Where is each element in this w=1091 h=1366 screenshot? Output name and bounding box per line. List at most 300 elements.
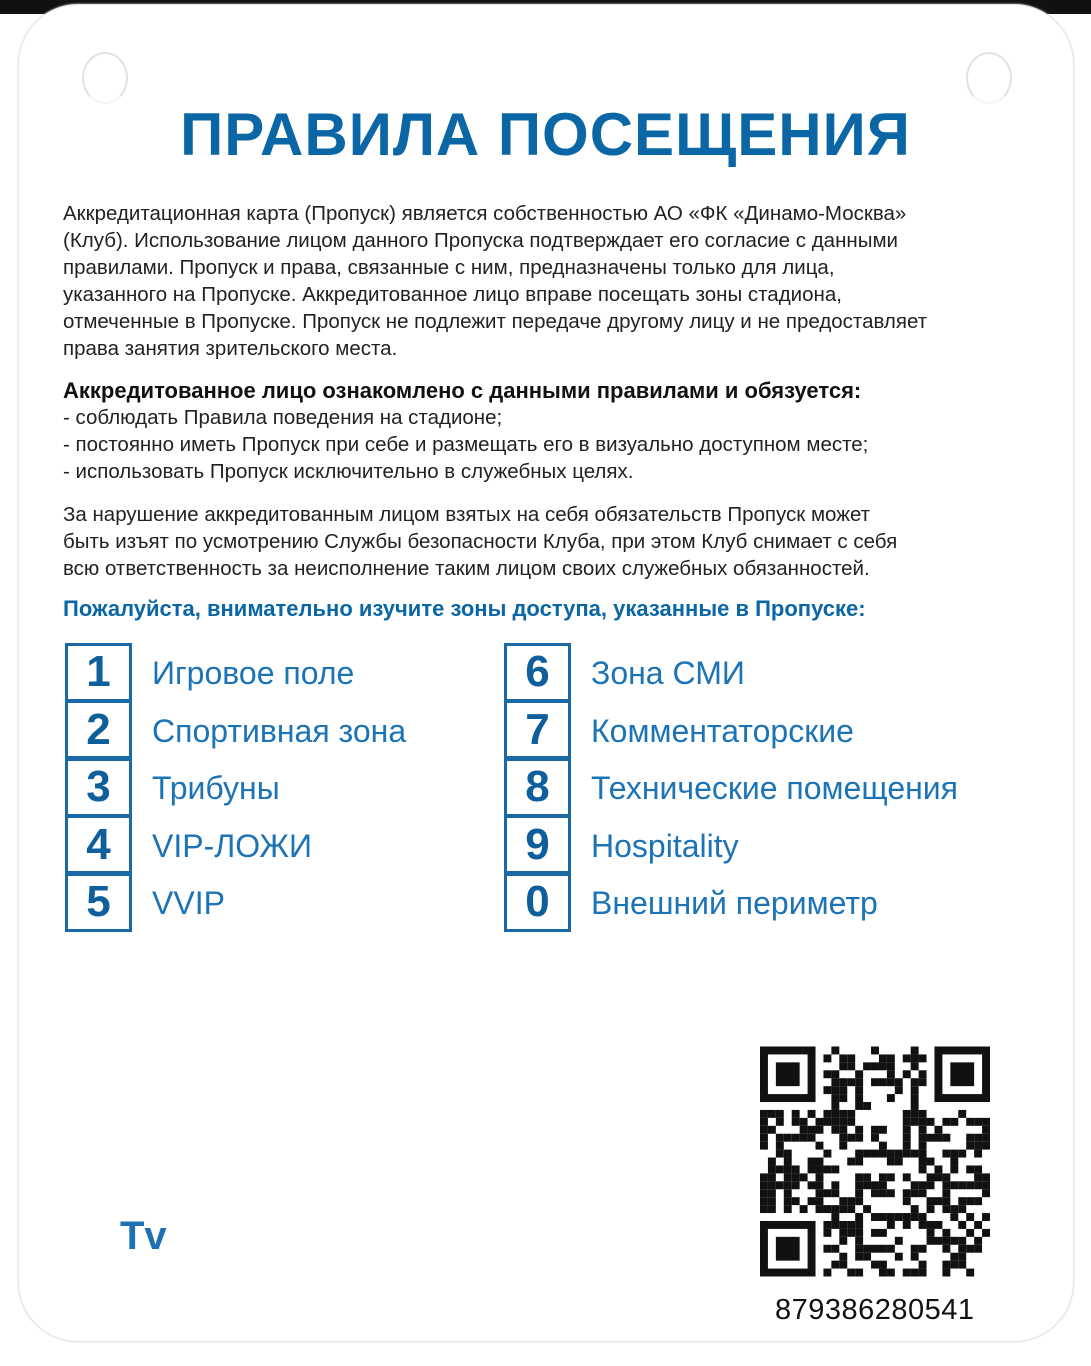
qr-module	[760, 1126, 768, 1134]
qr-module	[903, 1142, 911, 1150]
qr-module	[950, 1213, 958, 1221]
qr-module	[911, 1189, 919, 1197]
zone-number-box: 2	[65, 700, 132, 759]
qr-module	[942, 1229, 950, 1237]
qr-module	[823, 1086, 831, 1094]
qr-module	[816, 1181, 824, 1189]
qr-module	[879, 1229, 887, 1237]
qr-module	[784, 1165, 792, 1173]
zone-number-box: 1	[65, 643, 132, 702]
qr-module	[982, 1142, 990, 1150]
qr-module	[831, 1047, 839, 1055]
qr-module	[831, 1245, 839, 1253]
qr-module	[831, 1165, 839, 1173]
qr-module	[887, 1150, 895, 1158]
qr-module	[966, 1245, 974, 1253]
qr-module	[768, 1158, 776, 1166]
qr-module	[760, 1173, 768, 1181]
qr-module	[958, 1253, 966, 1261]
qr-module	[871, 1181, 879, 1189]
qr-module	[934, 1134, 942, 1142]
qr-module	[887, 1078, 895, 1086]
qr-module	[903, 1197, 911, 1205]
qr-module	[839, 1142, 847, 1150]
qr-module	[863, 1150, 871, 1158]
qr-module	[927, 1118, 935, 1126]
qr-module	[966, 1142, 974, 1150]
qr-module	[871, 1229, 879, 1237]
qr-module	[903, 1126, 911, 1134]
qr-module	[784, 1150, 792, 1158]
qr-module	[839, 1118, 847, 1126]
qr-module	[895, 1237, 903, 1245]
qr-module	[776, 1142, 784, 1150]
qr-module	[760, 1189, 768, 1197]
qr-module	[942, 1189, 950, 1197]
qr-module	[927, 1173, 935, 1181]
qr-module	[919, 1054, 927, 1062]
zone-item	[65, 875, 225, 932]
qr-module	[974, 1181, 982, 1189]
qr-module	[919, 1142, 927, 1150]
qr-module	[982, 1134, 990, 1142]
obligations-section	[63, 377, 1043, 485]
barcode-number: 879386280541	[775, 1294, 975, 1326]
qr-module	[942, 1269, 950, 1277]
qr-module	[895, 1150, 903, 1158]
qr-module	[950, 1158, 958, 1166]
qr-module	[982, 1126, 990, 1134]
qr-module	[839, 1197, 847, 1205]
zone-item	[504, 760, 958, 817]
qr-module	[950, 1150, 958, 1158]
qr-module	[879, 1213, 887, 1221]
qr-module	[800, 1205, 808, 1213]
qr-module	[839, 1110, 847, 1118]
qr-module	[784, 1173, 792, 1181]
qr-module	[895, 1213, 903, 1221]
qr-module	[823, 1189, 831, 1197]
qr-module	[831, 1110, 839, 1118]
zone-label: Игровое поле	[152, 655, 355, 691]
qr-module	[768, 1189, 776, 1197]
qr-module	[974, 1221, 982, 1229]
qr-module	[847, 1062, 855, 1070]
qr-module	[958, 1237, 966, 1245]
qr-module	[839, 1078, 847, 1086]
intro-line: права занятия зрительского места.	[63, 337, 398, 360]
qr-module	[816, 1118, 824, 1126]
qr-module	[768, 1197, 776, 1205]
qr-module	[847, 1197, 855, 1205]
qr-module	[934, 1165, 942, 1173]
qr-module	[879, 1054, 887, 1062]
qr-module	[847, 1205, 855, 1213]
qr-module	[823, 1110, 831, 1118]
qr-finder	[808, 1047, 816, 1103]
qr-module	[903, 1150, 911, 1158]
zone-number-box: 9	[504, 815, 571, 874]
qr-module	[982, 1189, 990, 1197]
qr-module	[776, 1118, 784, 1126]
qr-module	[958, 1197, 966, 1205]
zone-item	[65, 645, 354, 702]
qr-module	[863, 1062, 871, 1070]
qr-module	[919, 1134, 927, 1142]
qr-module	[887, 1269, 895, 1277]
qr-module	[934, 1221, 942, 1229]
qr-module	[839, 1253, 847, 1261]
qr-module	[855, 1102, 863, 1110]
qr-module	[887, 1213, 895, 1221]
qr-module	[792, 1197, 800, 1205]
qr-module	[847, 1229, 855, 1237]
qr-module	[934, 1237, 942, 1245]
qr-module	[982, 1181, 990, 1189]
zone-label: Комментаторские	[591, 712, 854, 749]
qr-module	[911, 1086, 919, 1094]
qr-module	[919, 1213, 927, 1221]
qr-finder	[776, 1062, 800, 1086]
intro-paragraph	[63, 200, 1043, 362]
qr-module	[942, 1181, 950, 1189]
qr-module	[871, 1189, 879, 1197]
qr-module	[958, 1205, 966, 1213]
zone-number-box: 4	[65, 815, 132, 874]
qr-module	[982, 1118, 990, 1126]
qr-module	[823, 1165, 831, 1173]
qr-module	[823, 1118, 831, 1126]
zone-number-box: 7	[504, 700, 571, 759]
qr-module	[831, 1070, 839, 1078]
zone-label: Hospitality	[591, 827, 739, 864]
qr-module	[958, 1181, 966, 1189]
qr-module	[950, 1237, 958, 1245]
violation-paragraph	[63, 501, 1043, 582]
qr-module	[816, 1197, 824, 1205]
qr-module	[863, 1173, 871, 1181]
qr-module	[823, 1221, 831, 1229]
qr-module	[974, 1134, 982, 1142]
qr-module	[919, 1110, 927, 1118]
qr-module	[855, 1173, 863, 1181]
qr-module	[974, 1245, 982, 1253]
qr-module	[776, 1165, 784, 1173]
qr-module	[831, 1221, 839, 1229]
qr-module	[839, 1086, 847, 1094]
qr-module	[903, 1221, 911, 1229]
qr-module	[816, 1173, 824, 1181]
qr-module	[911, 1181, 919, 1189]
qr-module	[919, 1158, 927, 1166]
qr-module	[966, 1269, 974, 1277]
qr-module	[903, 1118, 911, 1126]
qr-module	[911, 1253, 919, 1261]
qr-finder	[776, 1237, 800, 1261]
qr-module	[895, 1078, 903, 1086]
qr-module	[879, 1078, 887, 1086]
intro-line: отмеченные в Пропуске. Пропуск не подлежит передаче другому лицу и не предоставляет	[63, 310, 928, 333]
qr-module	[927, 1205, 935, 1213]
qr-module	[760, 1134, 768, 1142]
qr-module	[903, 1054, 911, 1062]
qr-module	[831, 1094, 839, 1102]
qr-module	[760, 1142, 768, 1150]
qr-module	[839, 1094, 847, 1102]
qr-module	[919, 1245, 927, 1253]
qr-module	[903, 1269, 911, 1277]
qr-module	[839, 1237, 847, 1245]
qr-module	[768, 1205, 776, 1213]
qr-module	[927, 1229, 935, 1237]
qr-module	[911, 1213, 919, 1221]
qr-module	[950, 1118, 958, 1126]
qr-module	[903, 1110, 911, 1118]
qr-module	[895, 1158, 903, 1166]
zone-label: Технические помещения	[591, 770, 958, 806]
qr-module	[855, 1213, 863, 1221]
qr-module	[879, 1261, 887, 1269]
qr-module	[911, 1205, 919, 1213]
qr-module	[911, 1150, 919, 1158]
intro-line: правилами. Пропуск и права, связанные с ним, предназначены только для лица,	[63, 256, 835, 279]
zone-item	[65, 703, 406, 760]
qr-module	[958, 1261, 966, 1269]
qr-module	[871, 1261, 879, 1269]
qr-module	[816, 1205, 824, 1213]
qr-module	[808, 1110, 816, 1118]
obligation-item: - соблюдать Правила поведения на стадионе;	[63, 406, 503, 429]
qr-module	[942, 1245, 950, 1253]
qr-module	[855, 1126, 863, 1134]
qr-module	[760, 1118, 768, 1126]
qr-module	[919, 1150, 927, 1158]
qr-module	[847, 1158, 855, 1166]
qr-module	[942, 1173, 950, 1181]
qr-module	[831, 1205, 839, 1213]
qr-module	[839, 1205, 847, 1213]
qr-module	[823, 1150, 831, 1158]
qr-module	[942, 1237, 950, 1245]
qr-module	[768, 1165, 776, 1173]
qr-module	[855, 1094, 863, 1102]
zone-item	[504, 645, 745, 702]
qr-module	[982, 1213, 990, 1221]
zone-label: Трибуны	[152, 770, 280, 806]
qr-module	[792, 1118, 800, 1126]
qr-module	[974, 1150, 982, 1158]
violation-line: всю ответственность за неисполнение таким лицом своих служебных обязанностей.	[63, 557, 870, 580]
qr-module	[879, 1062, 887, 1070]
qr-module	[831, 1118, 839, 1126]
qr-module	[776, 1181, 784, 1189]
qr-module	[942, 1261, 950, 1269]
qr-finder	[934, 1047, 990, 1055]
qr-module	[855, 1150, 863, 1158]
obligation-item: - использовать Пропуск исключительно в служебных целях.	[63, 460, 634, 483]
qr-module	[927, 1181, 935, 1189]
qr-module	[966, 1181, 974, 1189]
qr-module	[950, 1253, 958, 1261]
qr-module	[863, 1181, 871, 1189]
qr-module	[871, 1047, 879, 1055]
qr-module	[903, 1213, 911, 1221]
qr-module	[855, 1245, 863, 1253]
qr-module	[823, 1205, 831, 1213]
qr-module	[927, 1221, 935, 1229]
violation-line: быть изъят по усмотрению Службы безопасности Клуба, при этом Клуб снимает с себя	[63, 530, 898, 553]
qr-finder	[808, 1221, 816, 1277]
punch-hole-right	[966, 52, 1012, 104]
qr-module	[879, 1245, 887, 1253]
qr-module	[823, 1269, 831, 1277]
qr-module	[887, 1062, 895, 1070]
qr-module	[792, 1134, 800, 1142]
qr-finder	[982, 1047, 990, 1103]
qr-module	[855, 1189, 863, 1197]
qr-module	[966, 1197, 974, 1205]
qr-finder	[760, 1221, 768, 1277]
qr-module	[919, 1189, 927, 1197]
qr-module	[934, 1126, 942, 1134]
qr-module	[760, 1197, 768, 1205]
qr-module	[784, 1134, 792, 1142]
qr-module	[863, 1205, 871, 1213]
qr-module	[792, 1173, 800, 1181]
qr-module	[823, 1229, 831, 1237]
qr-module	[847, 1054, 855, 1062]
qr-module	[919, 1221, 927, 1229]
qr-module	[768, 1110, 776, 1118]
qr-module	[855, 1269, 863, 1277]
qr-module	[903, 1070, 911, 1078]
qr-module	[911, 1118, 919, 1126]
qr-module	[911, 1102, 919, 1110]
qr-module	[855, 1181, 863, 1189]
qr-module	[903, 1134, 911, 1142]
zone-number-box: 0	[504, 873, 571, 932]
qr-module	[792, 1110, 800, 1118]
qr-module	[823, 1070, 831, 1078]
qr-module	[879, 1181, 887, 1189]
qr-module	[927, 1134, 935, 1142]
zone-item	[65, 818, 312, 875]
qr-module	[847, 1134, 855, 1142]
qr-module	[839, 1126, 847, 1134]
qr-module	[863, 1102, 871, 1110]
qr-module	[974, 1197, 982, 1205]
qr-module	[942, 1150, 950, 1158]
qr-module	[800, 1126, 808, 1134]
page-title: ПРАВИЛА ПОСЕЩЕНИЯ	[180, 101, 911, 168]
qr-module	[950, 1261, 958, 1269]
qr-module	[784, 1158, 792, 1166]
qr-module	[942, 1197, 950, 1205]
qr-module	[776, 1134, 784, 1142]
qr-module	[831, 1189, 839, 1197]
qr-module	[855, 1134, 863, 1142]
qr-module	[887, 1189, 895, 1197]
qr-module	[816, 1165, 824, 1173]
qr-module	[911, 1245, 919, 1253]
zone-item	[504, 818, 739, 875]
qr-module	[879, 1142, 887, 1150]
zone-number-box: 6	[504, 643, 571, 702]
qr-module	[792, 1165, 800, 1173]
zone-item	[504, 875, 878, 932]
qr-module	[966, 1134, 974, 1142]
qr-module	[919, 1078, 927, 1086]
qr-module	[823, 1245, 831, 1253]
qr-module	[831, 1102, 839, 1110]
qr-module	[879, 1150, 887, 1158]
qr-module	[855, 1197, 863, 1205]
qr-module	[760, 1205, 768, 1213]
zone-number-box: 5	[65, 873, 132, 932]
qr-module	[942, 1118, 950, 1126]
qr-module	[871, 1150, 879, 1158]
zone-label: Внешний периметр	[591, 885, 878, 921]
qr-module	[760, 1110, 768, 1118]
zone-label: Спортивная зона	[152, 712, 407, 749]
qr-module	[800, 1134, 808, 1142]
zone-label: VVIP	[152, 885, 225, 921]
qr-module	[784, 1181, 792, 1189]
qr-module	[950, 1181, 958, 1189]
qr-module	[839, 1221, 847, 1229]
qr-module	[919, 1070, 927, 1078]
tv-logo: Tv	[120, 1214, 167, 1258]
qr-module	[863, 1245, 871, 1253]
qr-module	[911, 1269, 919, 1277]
qr-module	[831, 1213, 839, 1221]
zone-number-box: 8	[504, 758, 571, 817]
qr-module	[934, 1173, 942, 1181]
qr-module	[847, 1221, 855, 1229]
qr-module	[855, 1229, 863, 1237]
qr-finder	[934, 1047, 942, 1103]
qr-module	[911, 1110, 919, 1118]
qr-finder	[934, 1094, 990, 1102]
qr-module	[855, 1078, 863, 1086]
violation-line: За нарушение аккредитованным лицом взятых на себя обязательств Пропуск может	[63, 503, 871, 526]
zones-heading: Пожалуйста, внимательно изучите зоны доступа, указанные в Пропуске:	[63, 596, 866, 621]
qr-module	[911, 1054, 919, 1062]
qr-module	[911, 1062, 919, 1070]
qr-module	[800, 1173, 808, 1181]
qr-module	[942, 1134, 950, 1142]
zone-label: Зона СМИ	[591, 655, 745, 691]
qr-module	[768, 1181, 776, 1189]
qr-module	[839, 1229, 847, 1237]
intro-line: (Клуб). Использование лицом данного Пропуска подтверждает его согласие с данными	[63, 229, 898, 252]
qr-module	[776, 1150, 784, 1158]
zone-item	[65, 760, 280, 817]
qr-module	[903, 1189, 911, 1197]
qr-module	[784, 1205, 792, 1213]
qr-module	[816, 1189, 824, 1197]
obligation-item: - постоянно иметь Пропуск при себе и размещать его в визуально доступном месте;	[63, 433, 869, 456]
qr-module	[871, 1245, 879, 1253]
qr-module	[958, 1110, 966, 1118]
qr-module	[847, 1078, 855, 1086]
qr-module	[887, 1070, 895, 1078]
qr-module	[871, 1126, 879, 1134]
qr-code	[760, 1045, 990, 1278]
qr-module	[871, 1134, 879, 1142]
qr-finder	[760, 1269, 816, 1277]
qr-module	[847, 1118, 855, 1126]
